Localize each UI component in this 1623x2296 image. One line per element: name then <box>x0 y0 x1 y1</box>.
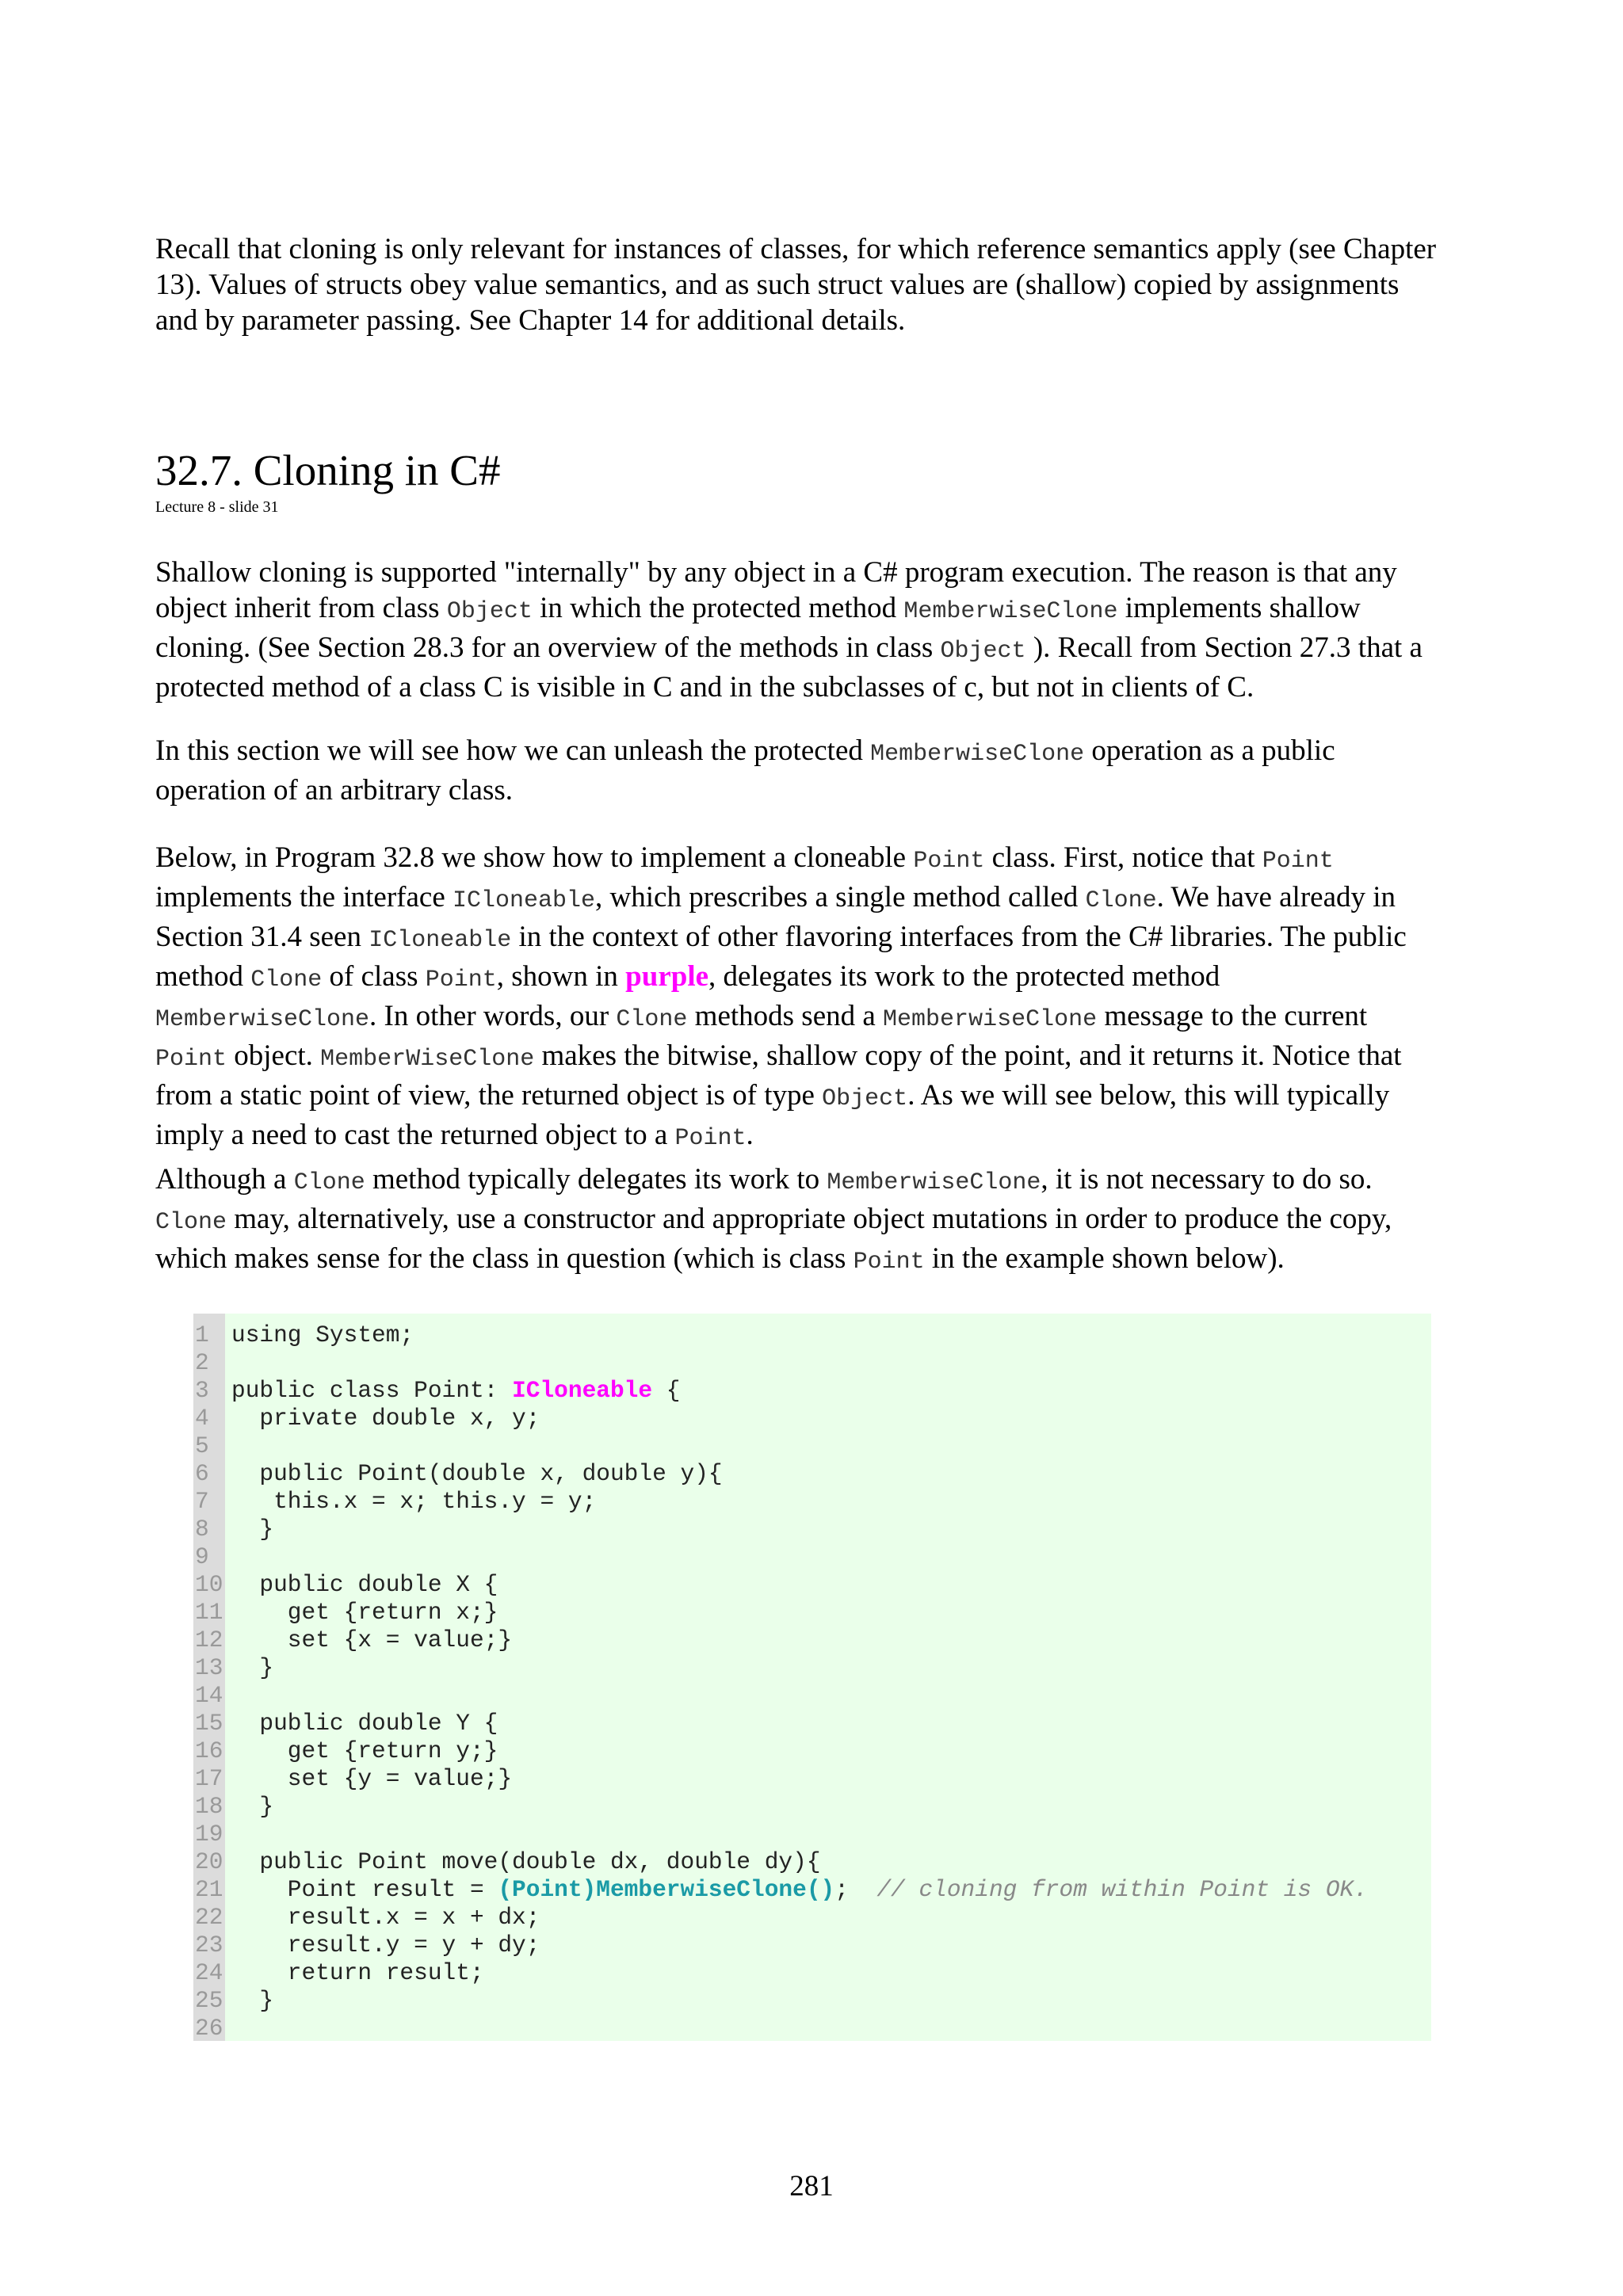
code-term: MemberWiseClone <box>320 1046 535 1073</box>
p3-text: . In other words, our <box>369 1000 617 1032</box>
code-term: Clone <box>155 1209 227 1236</box>
p3-text: . We have already in <box>1156 881 1396 913</box>
code-term: Object <box>940 638 1026 665</box>
p3-text: class. First, notice that <box>984 841 1262 874</box>
code-term: Point <box>155 1046 227 1073</box>
code-text: get {return x;} <box>231 1599 498 1626</box>
p1-text: ). Recall from Section 27.3 that a <box>1025 631 1423 664</box>
code-term: Clone <box>616 1006 688 1033</box>
line-number: 3 <box>195 1377 209 1404</box>
code-term: Point <box>913 848 985 875</box>
p3-text: object. <box>227 1039 321 1072</box>
code-line <box>193 2015 225 2042</box>
p2-text: In this section we will see how we can unleash the protected <box>155 734 871 767</box>
line-number: 21 <box>195 1876 223 1903</box>
p3-text: from a static point of view, the returned object is of type <box>155 1079 823 1112</box>
p3-text: implements the interface <box>155 881 453 913</box>
p3-text: . As we will see below, this will typically <box>907 1079 1390 1112</box>
line-number: 18 <box>195 1793 223 1820</box>
line-number: 8 <box>195 1516 209 1543</box>
code-text: set {y = value;} <box>231 1765 513 1792</box>
p3-text: methods send a <box>687 1000 884 1032</box>
code-text: public double Y { <box>231 1710 498 1737</box>
section-title: 32.7. Cloning in C# <box>155 446 501 494</box>
code-term: Point <box>1262 848 1334 875</box>
line-number: 15 <box>195 1710 223 1737</box>
p4-text: may, alternatively, use a constructor and appropriate object mutations in order to produce the copy, <box>227 1203 1392 1235</box>
code-line <box>193 1765 513 1793</box>
code-text: public Point(double x, double y){ <box>231 1460 723 1487</box>
line-number: 19 <box>195 1821 223 1848</box>
page-number: 281 <box>789 2170 834 2203</box>
code-line <box>193 1377 681 1405</box>
icloneable-highlight: ICloneable <box>512 1377 653 1404</box>
code-listing <box>193 1314 1431 2041</box>
line-number: 4 <box>195 1405 209 1432</box>
code-text: { <box>652 1377 681 1404</box>
intro-line-3: and by parameter passing. See Chapter 14 for additional details. <box>155 304 906 337</box>
code-text: private double x, y; <box>231 1405 540 1432</box>
code-line <box>193 1793 274 1821</box>
code-term: Point <box>425 967 497 994</box>
p4-text: , it is not necessary to do so. <box>1041 1163 1373 1196</box>
code-line <box>193 1627 513 1654</box>
line-number: 1 <box>195 1322 209 1348</box>
code-line <box>193 1848 821 1876</box>
line-number: 20 <box>195 1848 223 1875</box>
p3-text: in the context of other flavoring interfaces from the C# libraries. The public <box>511 921 1407 953</box>
code-term: MemberwiseClone <box>883 1006 1098 1033</box>
code-text: } <box>231 1654 274 1681</box>
code-line <box>193 1987 274 2015</box>
p1-text: in which the protected method <box>532 592 904 624</box>
code-text <box>231 1377 681 1405</box>
line-number: 17 <box>195 1765 223 1792</box>
code-line <box>193 1710 498 1737</box>
code-text: set {x = value;} <box>231 1627 513 1653</box>
code-term: ICloneable <box>369 927 512 954</box>
code-text: } <box>231 1793 274 1820</box>
code-line <box>193 1959 484 1987</box>
code-line <box>193 1654 274 1682</box>
p3-text: message to the current <box>1097 1000 1368 1032</box>
p3-text: , delegates its work to the protected method <box>708 960 1220 993</box>
code-text: ; <box>834 1876 877 1903</box>
p4-text: in the example shown below). <box>924 1242 1285 1275</box>
code-line <box>193 1682 225 1710</box>
code-text: return result; <box>231 1959 484 1986</box>
code-term: MemberwiseClone <box>155 1006 370 1033</box>
code-text: public Point move(double dx, double dy){ <box>231 1848 821 1875</box>
code-line <box>193 1432 225 1460</box>
paragraph-cloneable-point <box>155 840 1503 1157</box>
p3-text: makes the bitwise, shallow copy of the point, and it returns it. Notice that <box>534 1039 1402 1072</box>
code-term: Object <box>446 598 533 625</box>
paragraph-unleash <box>155 733 1503 808</box>
code-term: Clone <box>250 967 323 994</box>
code-text: result.x = x + dx; <box>231 1904 540 1931</box>
p1-text: implements shallow <box>1117 592 1361 624</box>
intro-paragraph <box>155 231 1503 338</box>
code-term: Object <box>822 1085 908 1112</box>
code-term: Point <box>674 1125 747 1152</box>
code-term: MemberwiseClone <box>827 1169 1041 1196</box>
code-text: } <box>231 1516 274 1543</box>
code-term: Clone <box>1085 887 1157 914</box>
code-line <box>193 1737 498 1765</box>
line-number: 24 <box>195 1959 223 1986</box>
line-number: 22 <box>195 1904 223 1931</box>
p3-text: , shown in <box>496 960 626 993</box>
p4-text: which makes sense for the class in question (which is class <box>155 1242 854 1275</box>
p3-text: . <box>746 1119 754 1151</box>
code-line <box>193 1488 597 1516</box>
code-line <box>193 1405 540 1432</box>
code-text <box>231 1876 1368 1904</box>
line-number: 11 <box>195 1599 223 1626</box>
line-number: 13 <box>195 1654 223 1681</box>
code-line <box>193 1876 1368 1904</box>
code-text: result.y = y + dy; <box>231 1932 540 1958</box>
line-number: 5 <box>195 1432 209 1459</box>
paragraph-shallow-cloning <box>155 555 1503 705</box>
p2-text: operation as a public <box>1084 734 1335 767</box>
code-term: MemberwiseClone <box>870 741 1085 768</box>
p3-text: , which prescribes a single method called <box>595 881 1086 913</box>
p4-text: Although a <box>155 1163 294 1196</box>
line-number: 6 <box>195 1460 209 1487</box>
paragraph-clone-delegation <box>155 1161 1503 1280</box>
line-number: 9 <box>195 1543 209 1570</box>
code-text: get {return y;} <box>231 1737 498 1764</box>
line-number: 10 <box>195 1571 223 1598</box>
line-number: 2 <box>195 1349 209 1376</box>
line-number: 7 <box>195 1488 209 1515</box>
code-text: Point result = <box>231 1876 498 1903</box>
code-term: Clone <box>293 1169 365 1196</box>
code-line <box>193 1599 498 1627</box>
p3-text: Below, in Program 32.8 we show how to implement a cloneable <box>155 841 914 874</box>
p4-text: method typically delegates its work to <box>365 1163 827 1196</box>
line-number: 12 <box>195 1627 223 1653</box>
code-term: Point <box>853 1249 925 1276</box>
p1-text: object inherit from class <box>155 592 447 624</box>
p1-line-1: Shallow cloning is supported "internally" by any object in a C# program execution. The reason is that any <box>155 556 1397 589</box>
code-line <box>193 1821 225 1848</box>
code-text: public double X { <box>231 1571 498 1598</box>
p1-line-4: protected method of a class C is visible in C and in the subclasses of c, but not in clients of C. <box>155 671 1254 704</box>
code-term: ICloneable <box>453 887 596 914</box>
code-text: } <box>231 1987 274 2014</box>
code-comment: // cloning from within Point is OK. <box>876 1876 1368 1903</box>
code-text: using System; <box>231 1322 414 1348</box>
purple-highlight: purple <box>625 960 709 993</box>
line-number: 25 <box>195 1987 223 2014</box>
p3-text: Section 31.4 seen <box>155 921 369 953</box>
p3-text: method <box>155 960 251 993</box>
code-line <box>193 1460 723 1488</box>
code-line <box>193 1322 414 1349</box>
code-line <box>193 1904 540 1932</box>
code-line <box>193 1349 225 1377</box>
intro-line-2: 13). Values of structs obey value semantics, and as such struct values are (shallow) copied by assignments <box>155 269 1400 301</box>
p2-text: operation of an arbitrary class. <box>155 774 514 807</box>
code-text: this.x = x; this.y = y; <box>231 1488 597 1515</box>
intro-line-1: Recall that cloning is only relevant for instances of classes, for which reference semantics apply (see Chapter <box>155 233 1437 265</box>
code-line <box>193 1932 540 1959</box>
code-line <box>193 1543 225 1571</box>
line-number: 26 <box>195 2015 223 2042</box>
line-number: 14 <box>195 1682 223 1709</box>
code-line <box>193 1571 498 1599</box>
line-number: 16 <box>195 1737 223 1764</box>
lecture-reference: Lecture 8 - slide 31 <box>155 498 279 516</box>
p3-text: of class <box>322 960 426 993</box>
code-line <box>193 1516 274 1543</box>
p3-text: imply a need to cast the returned object to a <box>155 1119 675 1151</box>
p1-text: cloning. (See Section 28.3 for an overview of the methods in class <box>155 631 941 664</box>
line-number: 23 <box>195 1932 223 1958</box>
code-text: public class Point: <box>231 1377 513 1404</box>
memberwiseclone-highlight: (Point)MemberwiseClone() <box>498 1876 835 1903</box>
code-term: MemberwiseClone <box>903 598 1118 625</box>
